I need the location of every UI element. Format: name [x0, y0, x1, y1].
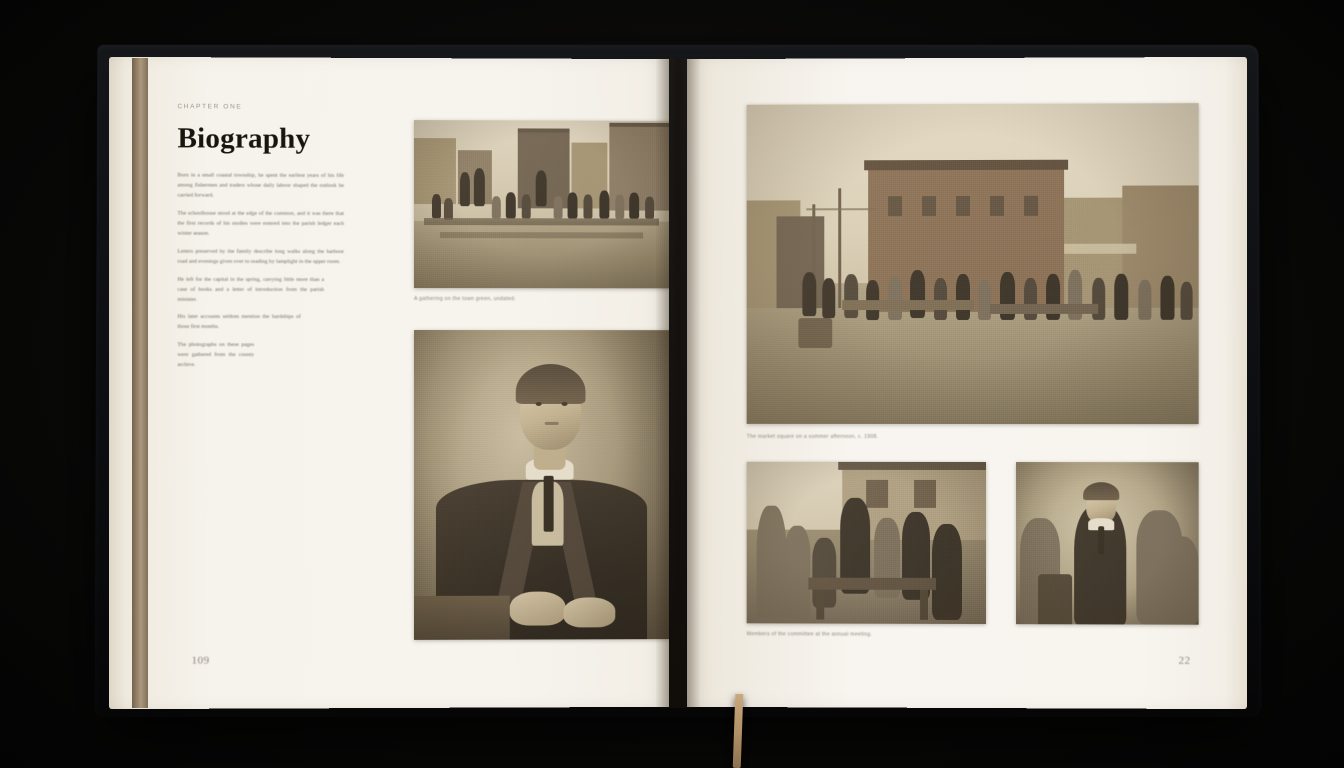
- figure-gathering: [414, 120, 669, 288]
- paragraph: The schoolhouse stood at the edge of the common, and it was there that the first records of his studies were entered into the parish ledger each winter season.: [177, 210, 344, 237]
- figure-meeting: [747, 462, 986, 624]
- folio-right: 22: [1178, 654, 1191, 667]
- figure-portrait: [414, 330, 669, 640]
- figure-market-day: [747, 103, 1199, 424]
- ribbon-bookmark: [733, 694, 744, 768]
- right-page: [687, 57, 1247, 709]
- chapter-eyebrow: CHAPTER ONE: [177, 103, 243, 111]
- body-text-column: [177, 171, 344, 371]
- paragraph: The photographs on these pages were gathered from the county archive.: [177, 342, 255, 369]
- binding-cloth-strip: [132, 58, 148, 708]
- paragraph: Born in a small coastal township, he spent the earliest years of his life among fishermen and traders whose daily labour shaped the outlook he carried forward.: [177, 172, 344, 199]
- paragraph: He left for the capital in the spring, carrying little more than a case of books and a letter of introduction from the parish minister.: [177, 276, 325, 303]
- left-page: [109, 57, 669, 709]
- paragraph: His later accounts seldom mention the hardships of those first months.: [177, 314, 301, 331]
- open-book: [96, 44, 1260, 734]
- figure-caption: A gathering on the town green, undated.: [413, 296, 516, 303]
- figure-caption: The market square on a summer afternoon, c. 1908.: [746, 433, 879, 440]
- paragraph: Letters preserved by the family describe long walks along the harbour road and evenings given over to reading by lamplight in the upper room.: [177, 248, 344, 265]
- page-title: Biography: [177, 122, 311, 155]
- figure-caption: Members of the committee at the annual meeting.: [746, 631, 873, 638]
- figure-interior: [1016, 462, 1199, 625]
- folio-left: 109: [191, 654, 210, 667]
